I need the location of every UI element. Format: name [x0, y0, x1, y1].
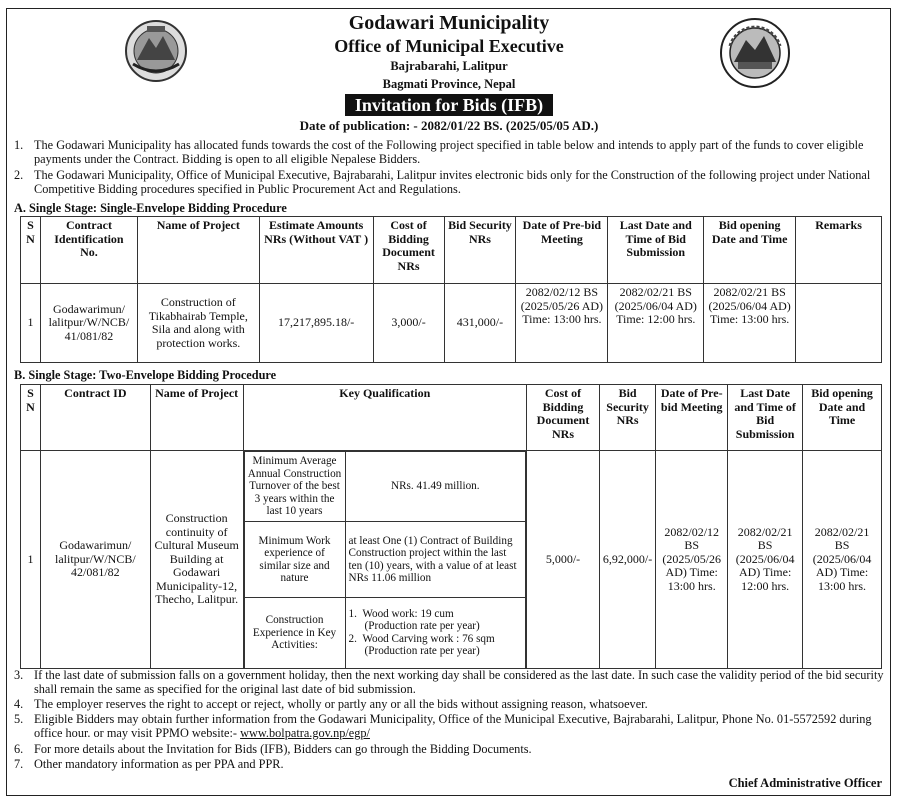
key-activity-item: 2. Wood Carving work : 76 sqm: [348, 632, 495, 645]
section-b-title: B. Single Stage: Two-Envelope Bidding Procedure: [14, 368, 277, 382]
qual-label-key-activities: Construction Experience in Key Activities:: [244, 598, 345, 668]
qual-value-turnover: NRs. 41.49 million.: [345, 452, 526, 522]
section-a-title: A. Single Stage: Single-Envelope Bidding Procedure: [14, 201, 287, 215]
col-remarks: Remarks: [796, 217, 882, 284]
cell-contract-id: Godawarimun/ lalitpur/W/NCB/ 42/081/82: [40, 451, 150, 669]
key-activity-item: 1. Wood work: 19 cum: [348, 607, 454, 620]
col-prebid: Date of Pre-bid Meeting: [656, 385, 728, 451]
cell-prebid: 2082/02/12 BS (2025/05/26 AD) Time: 13:00 hrs.: [516, 284, 608, 363]
address-line-1: Bajrabarahi, Lalitpur: [390, 59, 508, 73]
col-contract-id: Contract Identification No.: [40, 217, 137, 284]
note-5: 5. Eligible Bidders may obtain further information from the Godawari Municipality, Office of the Municipal Executive, Bajrabarahi, Lalitpur, Phone No. 01-5572592 during office hour. or may visit PPMO website:- www.bolpatra.gov.np/egp/: [14, 712, 872, 740]
cell-estimate: 17,217,895.18/-: [259, 284, 373, 363]
note-4: 4. The employer reserves the right to accept or reject, wholly or partly any or all the bids without assigning reason, whatsoever.: [14, 697, 648, 711]
cell-submission: 2082/02/21 BS (2025/06/04 AD) Time: 12:00 hrs.: [728, 451, 803, 669]
publication-date: Date of publication: - 2082/01/22 BS. (2025/05/05 AD.): [299, 118, 599, 133]
intro-paragraph-1: 1. The Godawari Municipality has allocated funds towards the cost of the Following project specified in table below and intends to apply part of the funds to cover eligible payments under the Contract. Bidding is open to all eligible Nepalese Bidders.: [14, 138, 864, 166]
cell-contract-id: Godawarimun/ lalitpur/W/NCB/ 41/081/82: [40, 284, 137, 363]
cell-opening: 2082/02/21 BS (2025/06/04 AD) Time: 13:00 hrs.: [803, 451, 882, 669]
col-security: Bid Security NRs: [444, 217, 516, 284]
cell-security: 431,000/-: [444, 284, 516, 363]
note-6: 6. For more details about the Invitation for Bids (IFB), Bidders can go through the Bidding Documents.: [14, 742, 532, 756]
qual-label-experience: Minimum Work experience of similar size and nature: [244, 522, 345, 598]
cell-doc-cost: 3,000/-: [373, 284, 444, 363]
cell-key-qualification: [243, 451, 527, 669]
col-opening: Bid opening Date and Time: [803, 385, 882, 451]
ppmo-website-link[interactable]: www.bolpatra.gov.np/egp/: [240, 725, 370, 740]
notice-header: [0, 12, 898, 134]
qualification-row: [244, 452, 526, 522]
cell-submission: 2082/02/21 BS (2025/06/04 AD) Time: 12:00 hrs.: [608, 284, 704, 363]
cell-project: Construction continuity of Cultural Museum Building at Godawari Municipality-12, Thecho, Lalitpur.: [150, 451, 243, 669]
qualification-table: [244, 451, 527, 668]
cell-doc-cost: 5,000/-: [527, 451, 600, 669]
col-project: Name of Project: [150, 385, 243, 451]
qual-value-key-activities: 1. Wood work: 19 cum (Production rate per year) 2. Wood Carving work : 76 sqm (Production rate per year): [345, 598, 526, 668]
col-prebid: Date of Pre-bid Meeting: [516, 217, 608, 284]
table-section-b: [20, 384, 882, 669]
note-7: 7. Other mandatory information as per PPA and PPR.: [14, 757, 284, 771]
table-section-a: [20, 216, 882, 363]
col-doc-cost: Cost of Bidding Document NRs: [373, 217, 444, 284]
col-sn: S N: [21, 385, 41, 451]
col-submission: Last Date and Time of Bid Submission: [608, 217, 704, 284]
signature-title: Chief Administrative Officer: [728, 776, 882, 790]
col-submission: Last Date and Time of Bid Submission: [728, 385, 803, 451]
col-sn: S N: [21, 217, 41, 284]
col-key-qualification: Key Qualification: [243, 385, 527, 451]
cell-prebid: 2082/02/12 BS (2025/05/26 AD) Time: 13:00 hrs.: [656, 451, 728, 669]
office-name: Office of Municipal Executive: [334, 36, 564, 56]
cell-sn: 1: [21, 451, 41, 669]
col-opening: Bid opening Date and Time: [704, 217, 796, 284]
cell-opening: 2082/02/21 BS (2025/06/04 AD) Time: 13:00 hrs.: [704, 284, 796, 363]
org-name: Godawari Municipality: [348, 12, 550, 34]
intro-paragraph-2: 2. The Godawari Municipality, Office of Municipal Executive, Bajrabarahi, Lalitpur invites electronic bids only for the Construction of the following project under National Competitive Bidding procedures specified in Public Procurement Act and Regulations.: [14, 168, 871, 196]
qual-label-turnover: Minimum Average Annual Construction Turnover of the best 3 years within the last 10 years: [244, 452, 345, 522]
ifb-title: Invitation for Bids (IFB): [345, 94, 553, 116]
col-security: Bid Security NRs: [599, 385, 655, 451]
qual-value-experience: at least One (1) Contract of Building Construction project within the last ten (10) years, with a value of at least NRs 11.06 million: [345, 522, 526, 598]
table-header-row: [21, 217, 882, 284]
qualification-row: [244, 522, 526, 598]
note-3: 3. If the last date of submission falls on a government holiday, then the next working day shall be considered as the last date. In such case the validity period of the bid security shall remain the same as specified for the original last date of bid submission.: [14, 668, 884, 696]
col-project: Name of Project: [137, 217, 259, 284]
table-row: [21, 284, 882, 363]
col-estimate: Estimate Amounts NRs (Without VAT ): [259, 217, 373, 284]
qualification-row: [244, 598, 526, 668]
col-contract-id: Contract ID: [40, 385, 150, 451]
table-header-row: [21, 385, 882, 451]
cell-remarks: [796, 284, 882, 363]
col-doc-cost: Cost of Bidding Document NRs: [527, 385, 600, 451]
cell-sn: 1: [21, 284, 41, 363]
cell-security: 6,92,000/-: [599, 451, 655, 669]
table-row: [21, 451, 882, 669]
cell-project: Construction of Tikabhairab Temple, Sila and along with protection works.: [137, 284, 259, 363]
address-line-2: Bagmati Province, Nepal: [382, 77, 516, 91]
